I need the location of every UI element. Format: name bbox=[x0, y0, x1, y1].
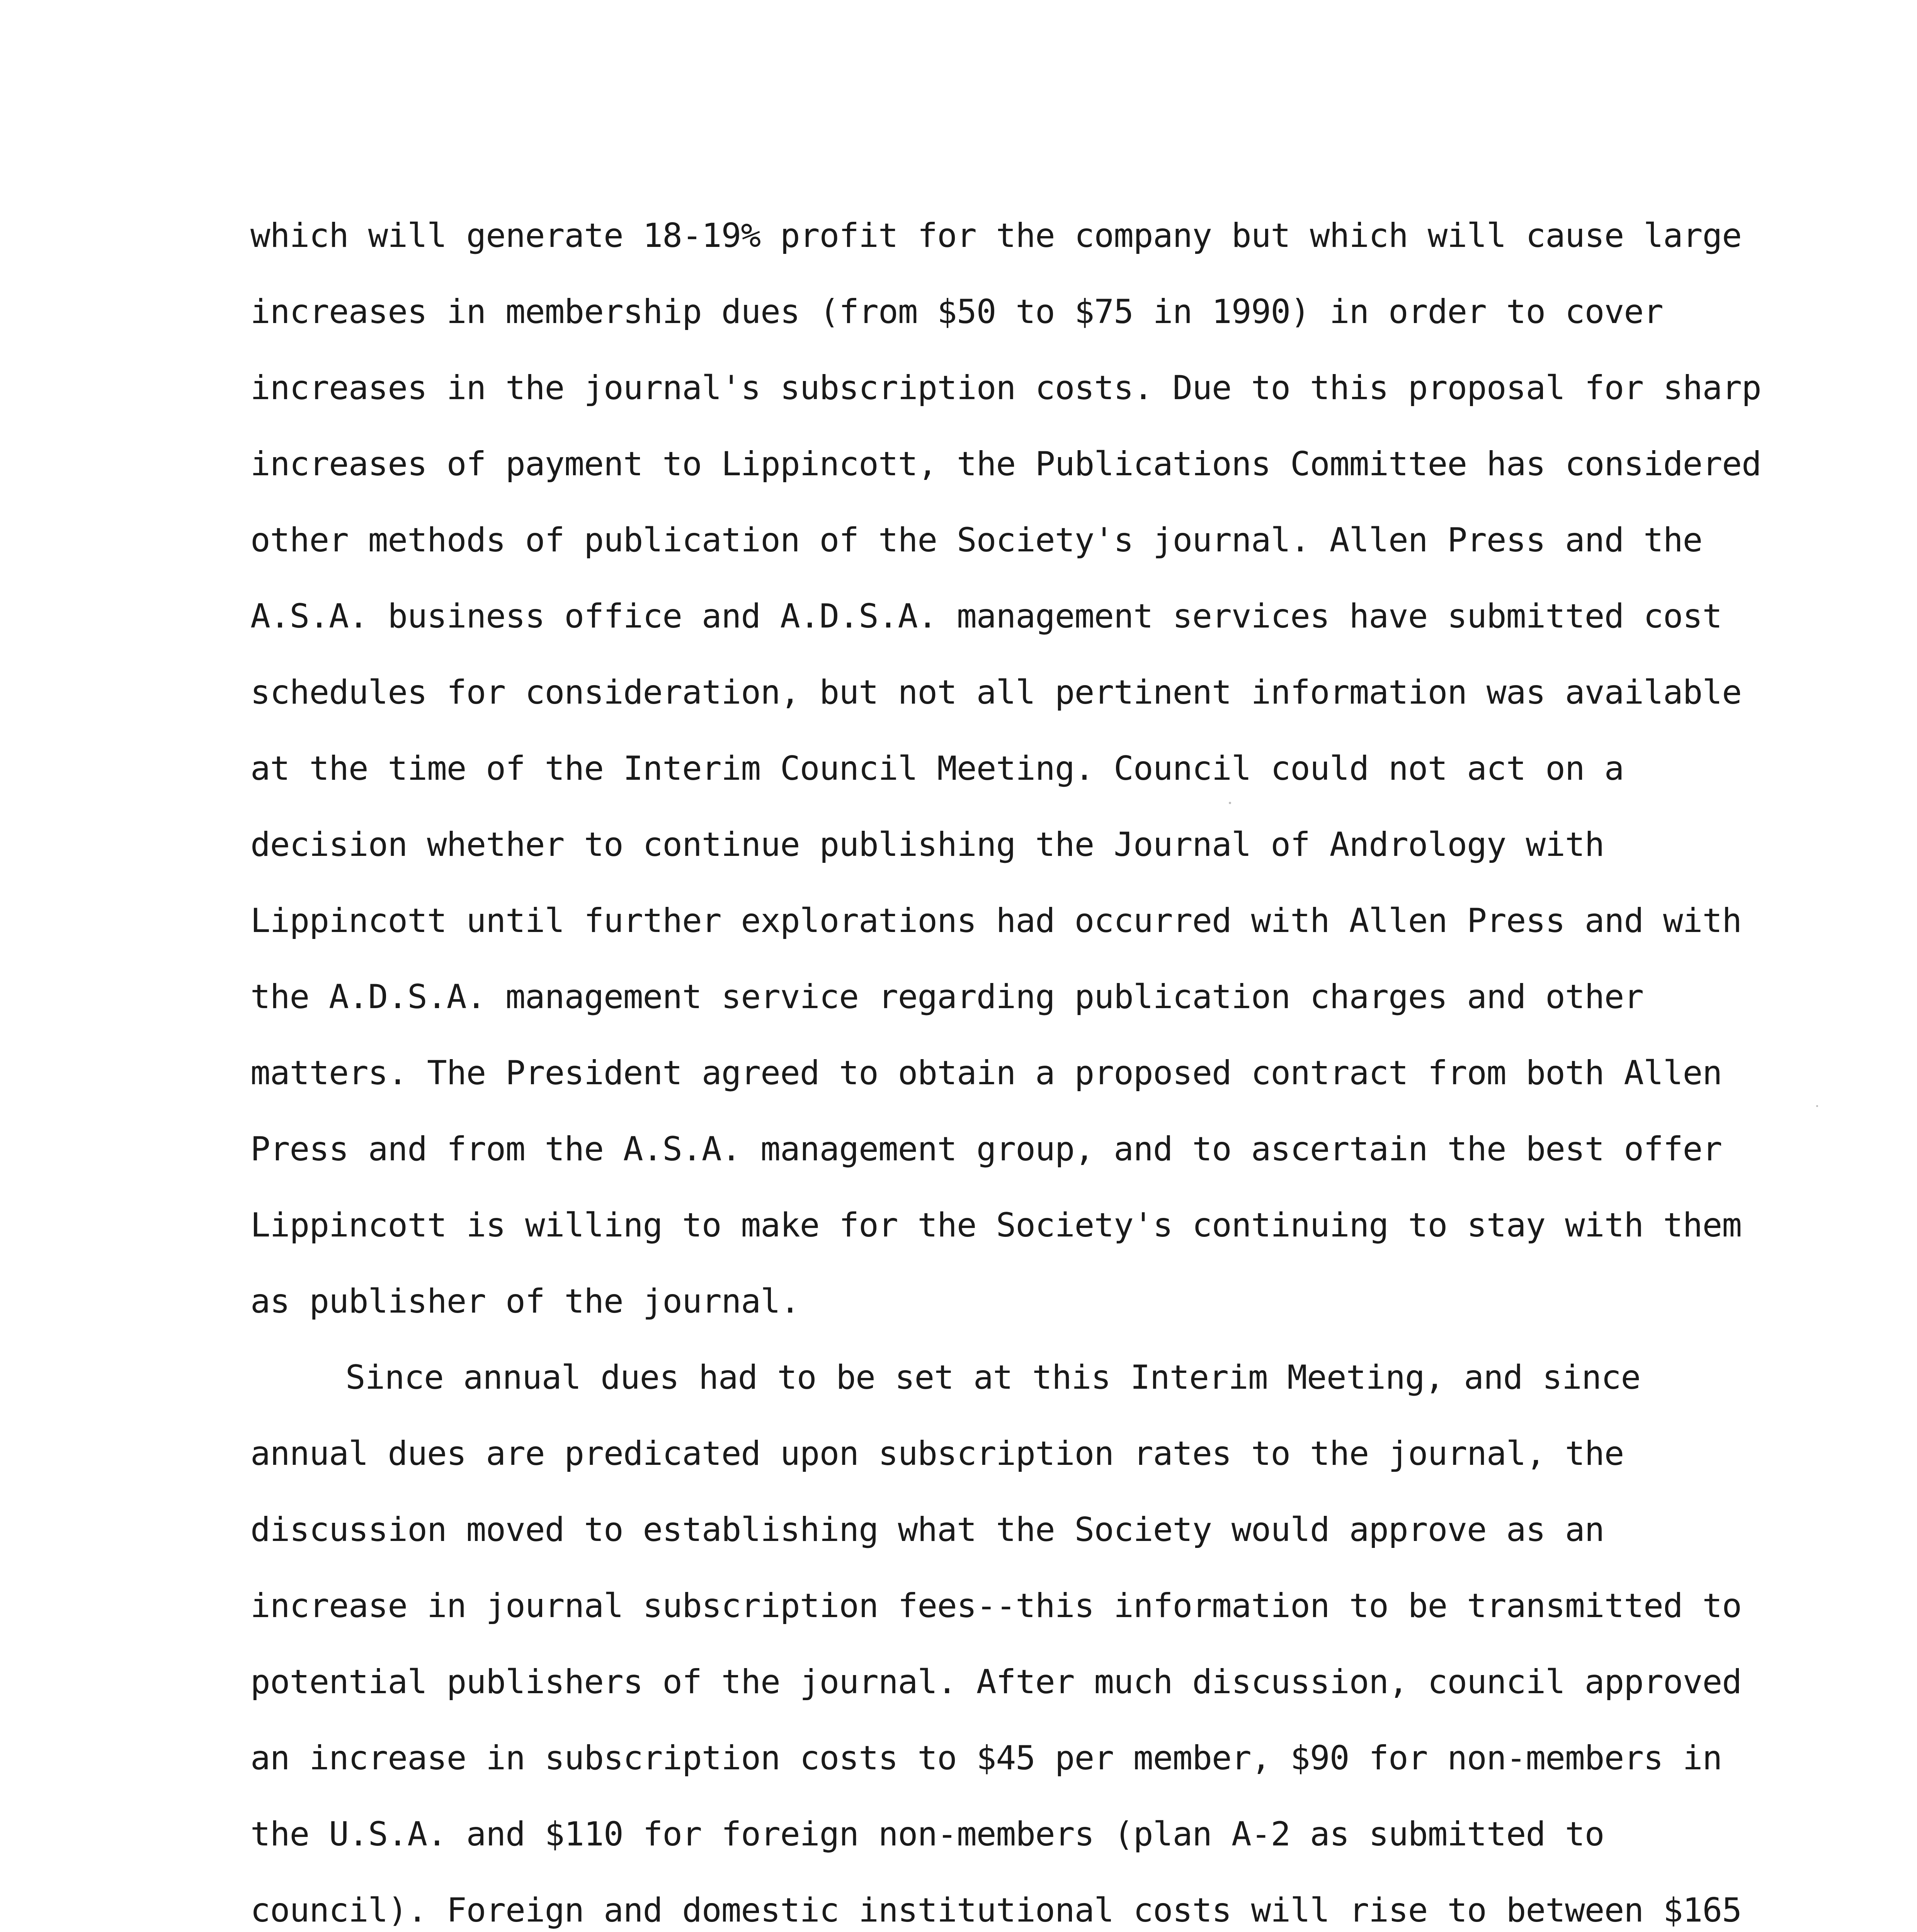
text-line: increases of payment to Lippincott, the Publications Committee has considered bbox=[250, 445, 1761, 483]
text-line: other methods of publication of the Society's journal. Allen Press and the bbox=[250, 521, 1703, 560]
text-line: matters. The President agreed to obtain a proposed contract from both Allen bbox=[250, 1054, 1722, 1092]
text-line: the A.D.S.A. management service regarding publication charges and other bbox=[250, 978, 1644, 1016]
text-line: Lippincott until further explorations had occurred with Allen Press and with bbox=[250, 901, 1742, 940]
text-line: annual dues are predicated upon subscription rates to the journal, the bbox=[250, 1434, 1624, 1473]
text-line: as publisher of the journal. bbox=[250, 1282, 800, 1321]
text-line: A.S.A. business office and A.D.S.A. management services have submitted cost bbox=[250, 597, 1722, 636]
text-line: council). Foreign and domestic institutional costs will rise to between $165 bbox=[250, 1891, 1742, 1930]
text-line: which will generate 18-19% profit for the company but which will cause large bbox=[250, 216, 1742, 255]
text-line: schedules for consideration, but not all pertinent information was available bbox=[250, 673, 1742, 712]
text-line: discussion moved to establishing what the Society would approve as an bbox=[250, 1510, 1604, 1549]
text-line: increases in membership dues (from $50 to $75 in 1990) in order to cover bbox=[250, 293, 1663, 331]
text-line: the U.S.A. and $110 for foreign non-members (plan A-2 as submitted to bbox=[250, 1815, 1604, 1854]
text-line: increase in journal subscription fees--this information to be transmitted to bbox=[250, 1587, 1742, 1625]
text-line: decision whether to continue publishing the Journal of Andrology with bbox=[250, 825, 1604, 864]
text-line: increases in the journal's subscription costs. Due to this proposal for sharp bbox=[250, 369, 1761, 407]
text-line: potential publishers of the journal. After much discussion, council approved bbox=[250, 1663, 1742, 1701]
text-line: Since annual dues had to be set at this Interim Meeting, and since bbox=[345, 1358, 1641, 1397]
text-line: Lippincott is willing to make for the Society's continuing to stay with them bbox=[250, 1206, 1742, 1245]
scan-speck bbox=[1816, 1105, 1818, 1107]
text-line: Press and from the A.S.A. management group, and to ascertain the best offer bbox=[250, 1130, 1722, 1168]
scan-speck bbox=[1229, 802, 1231, 804]
text-line: at the time of the Interim Council Meeting. Council could not act on a bbox=[250, 749, 1624, 788]
text-line: an increase in subscription costs to $45 per member, $90 for non-members in bbox=[250, 1739, 1722, 1777]
